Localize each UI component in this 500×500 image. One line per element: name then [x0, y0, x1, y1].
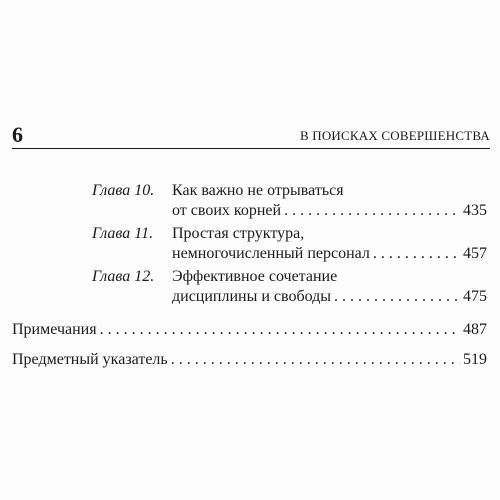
chapter-label: Глава 10.	[92, 182, 155, 199]
header-rule	[12, 148, 490, 149]
chapter-title-line: немногочисленный персонал	[172, 245, 370, 262]
page-ref: 487	[463, 321, 487, 338]
page-number: 6	[12, 122, 23, 147]
page-ref: 457	[463, 245, 487, 262]
back-matter-title: Предметный указатель	[12, 351, 168, 368]
toc-entry-index	[12, 350, 487, 370]
chapter-title-line: Простая структура,	[172, 225, 305, 242]
chapter-title-line: Эффективное сочетание	[172, 268, 338, 285]
chapter-title	[172, 224, 487, 264]
dot-leader	[284, 201, 460, 221]
dot-leader	[171, 350, 460, 370]
chapter-label: Глава 12.	[92, 268, 155, 285]
chapter-label: Глава 11.	[92, 225, 154, 242]
dot-leader	[334, 287, 460, 307]
page-ref: 435	[463, 202, 487, 219]
chapter-title-line: от своих корней	[172, 202, 282, 219]
toc-entry-chapter-12	[92, 267, 487, 307]
back-matter-title: Примечания	[12, 321, 97, 338]
dot-leader	[100, 320, 460, 340]
toc-entry-chapter-10	[92, 181, 487, 221]
dot-leader	[373, 244, 460, 264]
chapter-title	[172, 181, 487, 221]
running-head: В ПОИСКАХ СОВЕРШЕНСТВА	[299, 128, 490, 143]
chapter-title-line: дисциплины и свободы	[172, 288, 332, 305]
toc-entry-notes	[12, 320, 487, 340]
toc-entry-chapter-11	[92, 224, 487, 264]
page-ref: 475	[463, 288, 487, 305]
chapter-title-line: Как важно не отрываться	[172, 182, 344, 199]
chapter-title	[172, 267, 487, 307]
page-ref: 519	[463, 351, 487, 368]
